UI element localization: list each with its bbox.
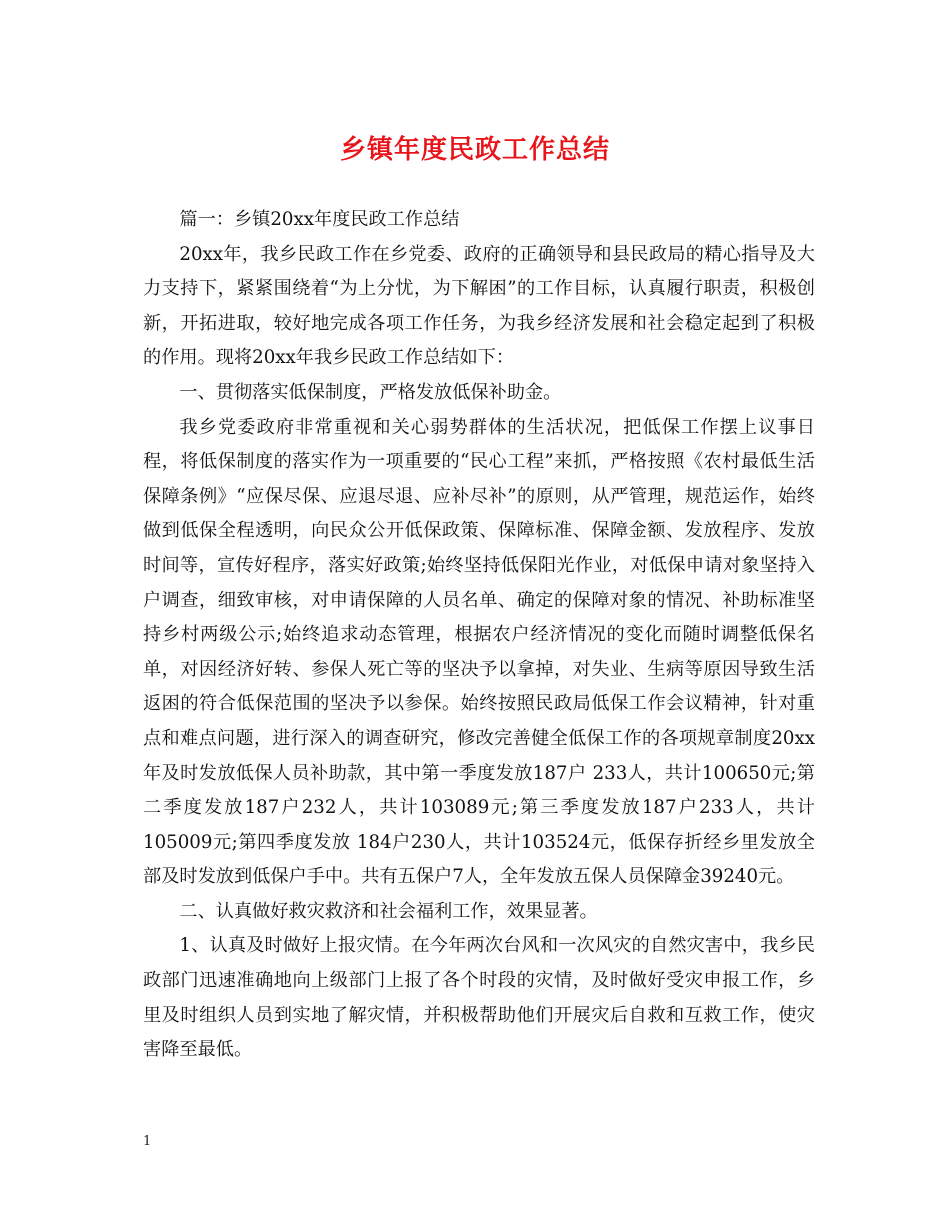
section-heading: 篇一：乡镇20xx年度民政工作总结 xyxy=(179,209,460,230)
intro-paragraph: 20xx年，我乡民政工作在乡党委、政府的正确领导和县民政局的精心指导及大力支持下，紧紧围绕着“为上分忧，为下解困”的工作目标，认真履行职责，积极创新，开拓进取，较好地完成各项工作任务，为我乡经济发展和社会稳定起到了积极的作用。现将20xx年我乡民政工作总结如下： xyxy=(143,243,815,369)
page-number: 1 xyxy=(143,1134,152,1149)
section-heading: 一、贯彻落实低保制度，严格发放低保补助金。 xyxy=(179,381,562,403)
section-heading: 二、认真做好救灾救济和社会福利工作，效果显著。 xyxy=(179,900,598,922)
body-paragraph: 1、认真及时做好上报灾情。在今年两次台风和一次风灾的自然灾害中，我乡民政部门迅速准确地向上级部门上报了各个时段的灾情，及时做好受灾申报工作，乡里及时组织人员到实地了解灾情，并积极帮助他们开展灾后自救和互救工作，使灾害降至最低。 xyxy=(143,935,815,1061)
document-title: 乡镇年度民政工作总结 xyxy=(339,135,610,165)
body-paragraph: 我乡党委政府非常重视和关心弱势群体的生活状况，把低保工作摆上议事日程，将低保制度的落实作为一项重要的“民心工程”来抓，严格按照《农村最低生活保障条例》“应保尽保、应退尽退、应补尽补”的原则，从严管理，规范运作，始终做到低保全程透明，向民众公开低保政策、保障标准、保障金额、发放程序、发放时间等，宣传好程序，落实好政策;始终坚持低保阳光作业，对低保申请对象坚持入户调查，细致审核，对申请保障的人员名单、确定的保障对象的情况、补助标准坚持乡村两级公示;始终追求动态管理，根据农户经济情况的变化而随时调整低保名单，对因经济好转、参保人死亡等的坚决予以拿掉，对失业、生病等原因导致生活返困的符合低保范围的坚决予以参保。始终按照民政局低保工作会议精神，针对重点和难点问题，进行深入的调查研究，修改完善健全低保工作的各项规章制度20xx年及时发放低保人员补助款，其中第一季度发放187户 233人，共计100650元;第二季度发放187户232人，共计103089元;第三季度发放187户233人，共计105009元;第四季度发放 184户230人，共计103524元，低保存折经乡里发放全部及时发放到低保户手中。共有五保户7人，全年发放五保人员保障金39240元。 xyxy=(143,416,815,888)
document-body xyxy=(143,203,815,1068)
